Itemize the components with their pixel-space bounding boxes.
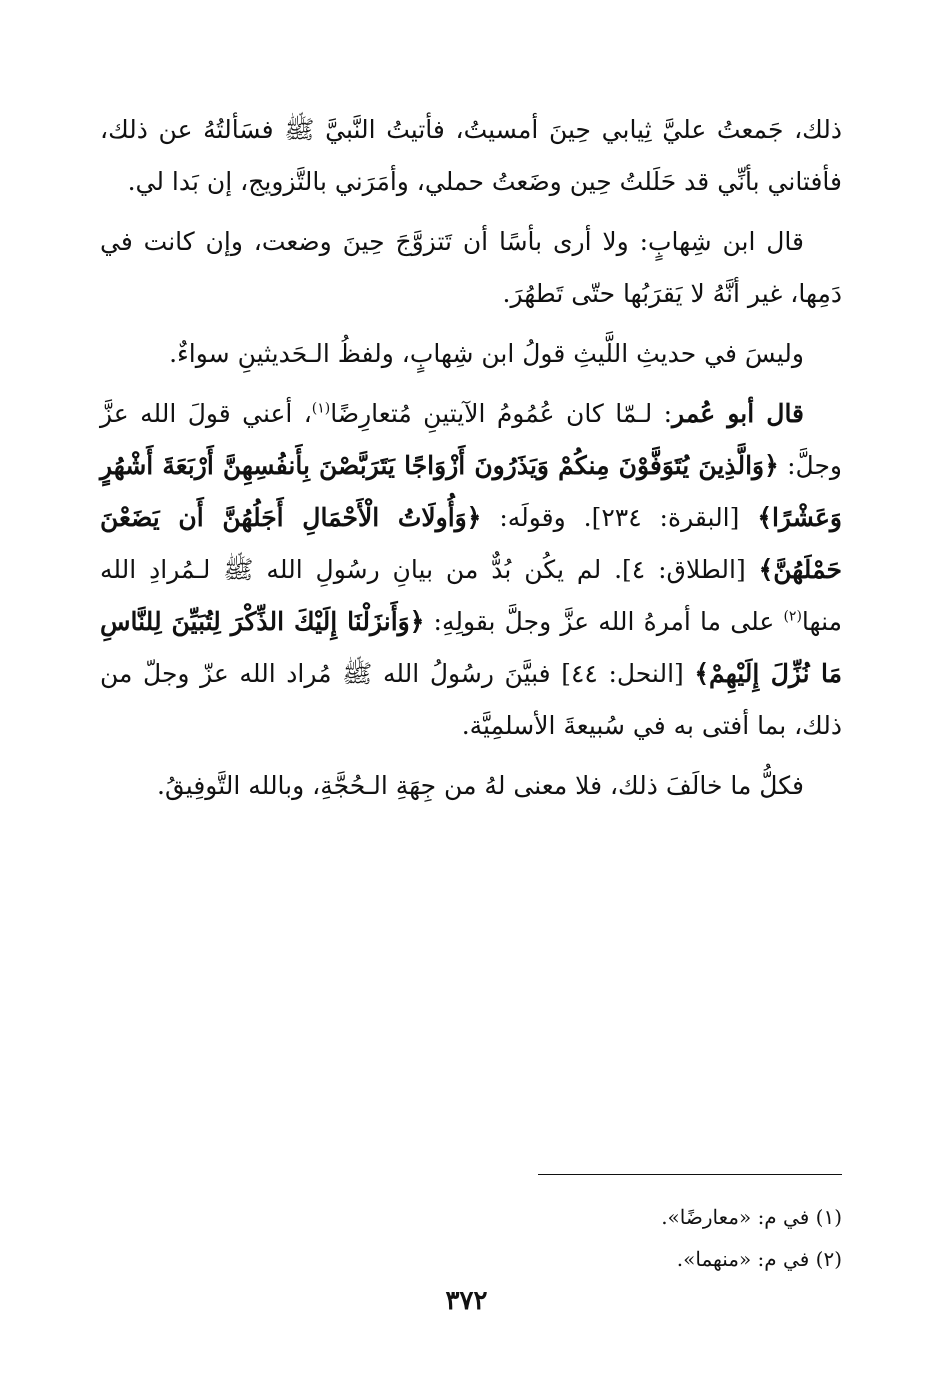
footnote-1: (١) في م: «معارضًا». [661,1205,842,1229]
quran-verse-2: ﴿وَأُولَاتُ الْأَحْمَالِ أَجَلُهُنَّ أَن يَضَعْنَ حَمْلَهُنَّ﴾ [100,503,842,584]
paragraph-4-text-c: [البقرة: ٢٣٤]. وقولَه: [481,503,758,532]
quran-verse-1: ﴿وَالَّذِينَ يُتَوَفَّوْنَ مِنكُمْ وَيَذَرُونَ أَزْوَاجًا يَتَرَبَّصْنَ بِأَنفُسِهِنَّ أَرْبَعَةَ أَشْهُرٍ وَعَشْرًا﴾ [100,451,842,532]
paragraph-4-text-d: [الطلاق: ٤]. لم يكُن بُدٌّ من بيانِ رسُولِ الله ﷺ لـمُرادِ الله منها [100,555,842,636]
footnote-2: (٢) في م: «منهما». [676,1247,842,1271]
paragraph-3: وليسَ في حديثِ اللَّيثِ قولُ ابن شِهابٍ، ولفظُ الـحَديثينِ سواءٌ. [169,339,804,368]
paragraph-1: ذلك، جَمعتُ عليَّ ثِيابي حِينَ أمسيتُ، فأتيتُ النَّبيَّ ﷺ فسَألتُهُ عن ذلك، فأفتاني بأنِّي قد حَلَلتُ حِين وضَعتُ حملي، وأمَرَني بالتَّزويج، إن بَدا لي. [100,115,842,196]
page-number: ٣٧٢ [445,1286,488,1316]
footnote-ref-2: (٢) [783,608,802,625]
footnote-ref-1: (١) [311,400,331,417]
quran-verse-3: ﴿وَأَنزَلْنَا إِلَيْكَ الذِّكْرَ لِتُبَيِّنَ لِلنَّاسِ مَا نُزِّلَ إِلَيْهِمْ﴾ [100,607,842,688]
main-text [100,104,842,820]
footnotes [342,1196,842,1280]
paragraph-4-text-b: ، أعني قولَ الله عزَّ وجلَّ: [100,399,842,480]
paragraph-4-text-a: : لـمّا كان عُمُومُ الآيتينِ مُتعارِضًا [330,399,673,428]
paragraph-4-text-f: [النحل: ٤٤] فبيَّنَ رسُولُ الله ﷺ مُراد الله عزّ وجلّ من ذلك، بما أفتى به في سُبيعةَ الأسلمِيَّة. [100,659,842,740]
paragraph-2: قال ابن شِهابٍ: ولا أرى بأسًا أن تَتزوَّجَ حِينَ وضعت، وإن كانت في دَمِها، غير أنَّهُ لا يَقرَبُها حتّى تَطهُرَ. [100,227,842,308]
paragraph-5: فكلُّ ما خالَفَ ذلك، فلا معنى لهُ من جِهَةِ الـحُجَّةِ، وبالله التَّوفِيقُ. [157,771,804,800]
paragraph-4 [100,388,842,752]
speaker-label: قال أبو عُمر [672,399,805,428]
paragraph-4-text-e: على ما أمرهُ الله عزَّ وجلَّ بقولِهِ: [424,607,784,636]
footnote-separator [538,1174,842,1175]
